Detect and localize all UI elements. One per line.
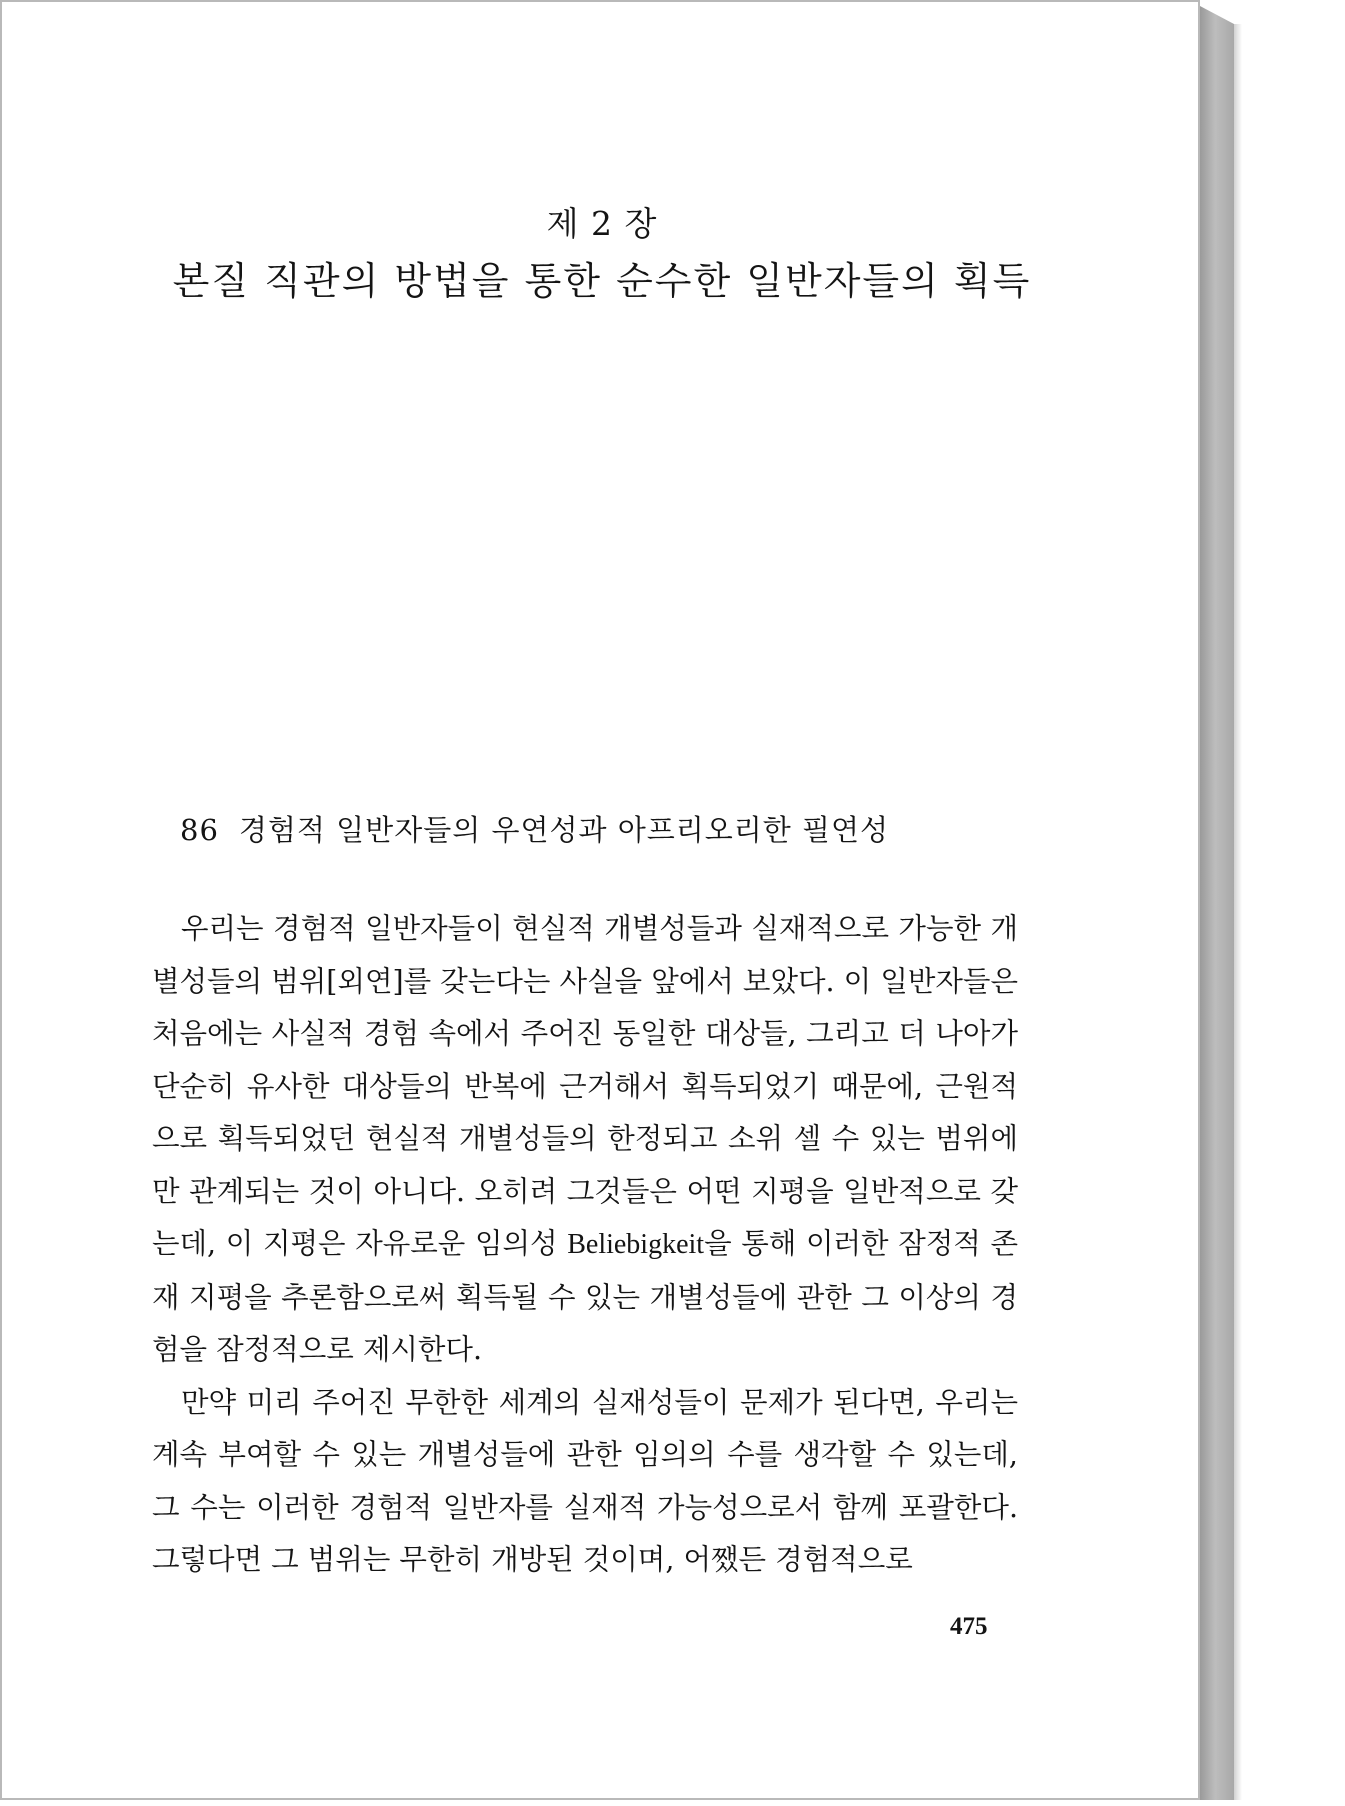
section-number: 86 [180,813,219,847]
chapter-title: 본질 직관의 방법을 통한 순수한 일반자들의 획득 [172,259,1032,303]
paragraph [152,903,1018,1377]
paragraph: 만약 미리 주어진 무한한 세계의 실재성들이 문제가 된다면, 우리는 계속 부여할 수 있는 개별성들에 관한 임의의 수를 생각할 수 있는데, 그 수는 이러한 경험적 일반자를 실재적 가능성으로서 함께 포괄한다. 그렇다면 그 범위는 무한히 개방된 것이며, 어쨌든 경험적으로 [152,1385,1018,1576]
section-title: 경험적 일반자들의 우연성과 아프리오리한 필연성 [238,813,890,847]
body-text [152,903,1018,1587]
page-stack-edge [1200,6,1234,1800]
section-heading [180,808,889,849]
page-shadow [1234,24,1242,1800]
paragraph-text: 을 통해 이러한 잠정적 존재 지평을 추론함으로써 획득될 수 있는 개별성들에 관한 그 이상의 경험을 잠정적으로 제시한다. [152,1227,1018,1366]
foreign-term: Beliebigkeit [567,1229,705,1260]
chapter-number: 제 2 장 [546,204,658,243]
page-number: 475 [950,1613,988,1640]
paragraph-text: 우리는 경험적 일반자들이 현실적 개별성들과 실재적으로 가능한 개별성들의 범위[외연]를 갖는다는 사실을 앞에서 보았다. 이 일반자들은 처음에는 사실적 경험 속에서 주어진 동일한 대상들, 그리고 더 나아가 단순히 유사한 대상들의 반복에 근거해서 획득되었기 때문에, 근원적으로 획득되었던 현실적 개별성들의 한정되고 소위 셀 수 있는 범위에만 관계되는 것이 아니다. 오히려 그것들은 어떤 지평을 일반적으로 갖는데, 이 지평은 자유로운 임의성 [152,912,1018,1260]
